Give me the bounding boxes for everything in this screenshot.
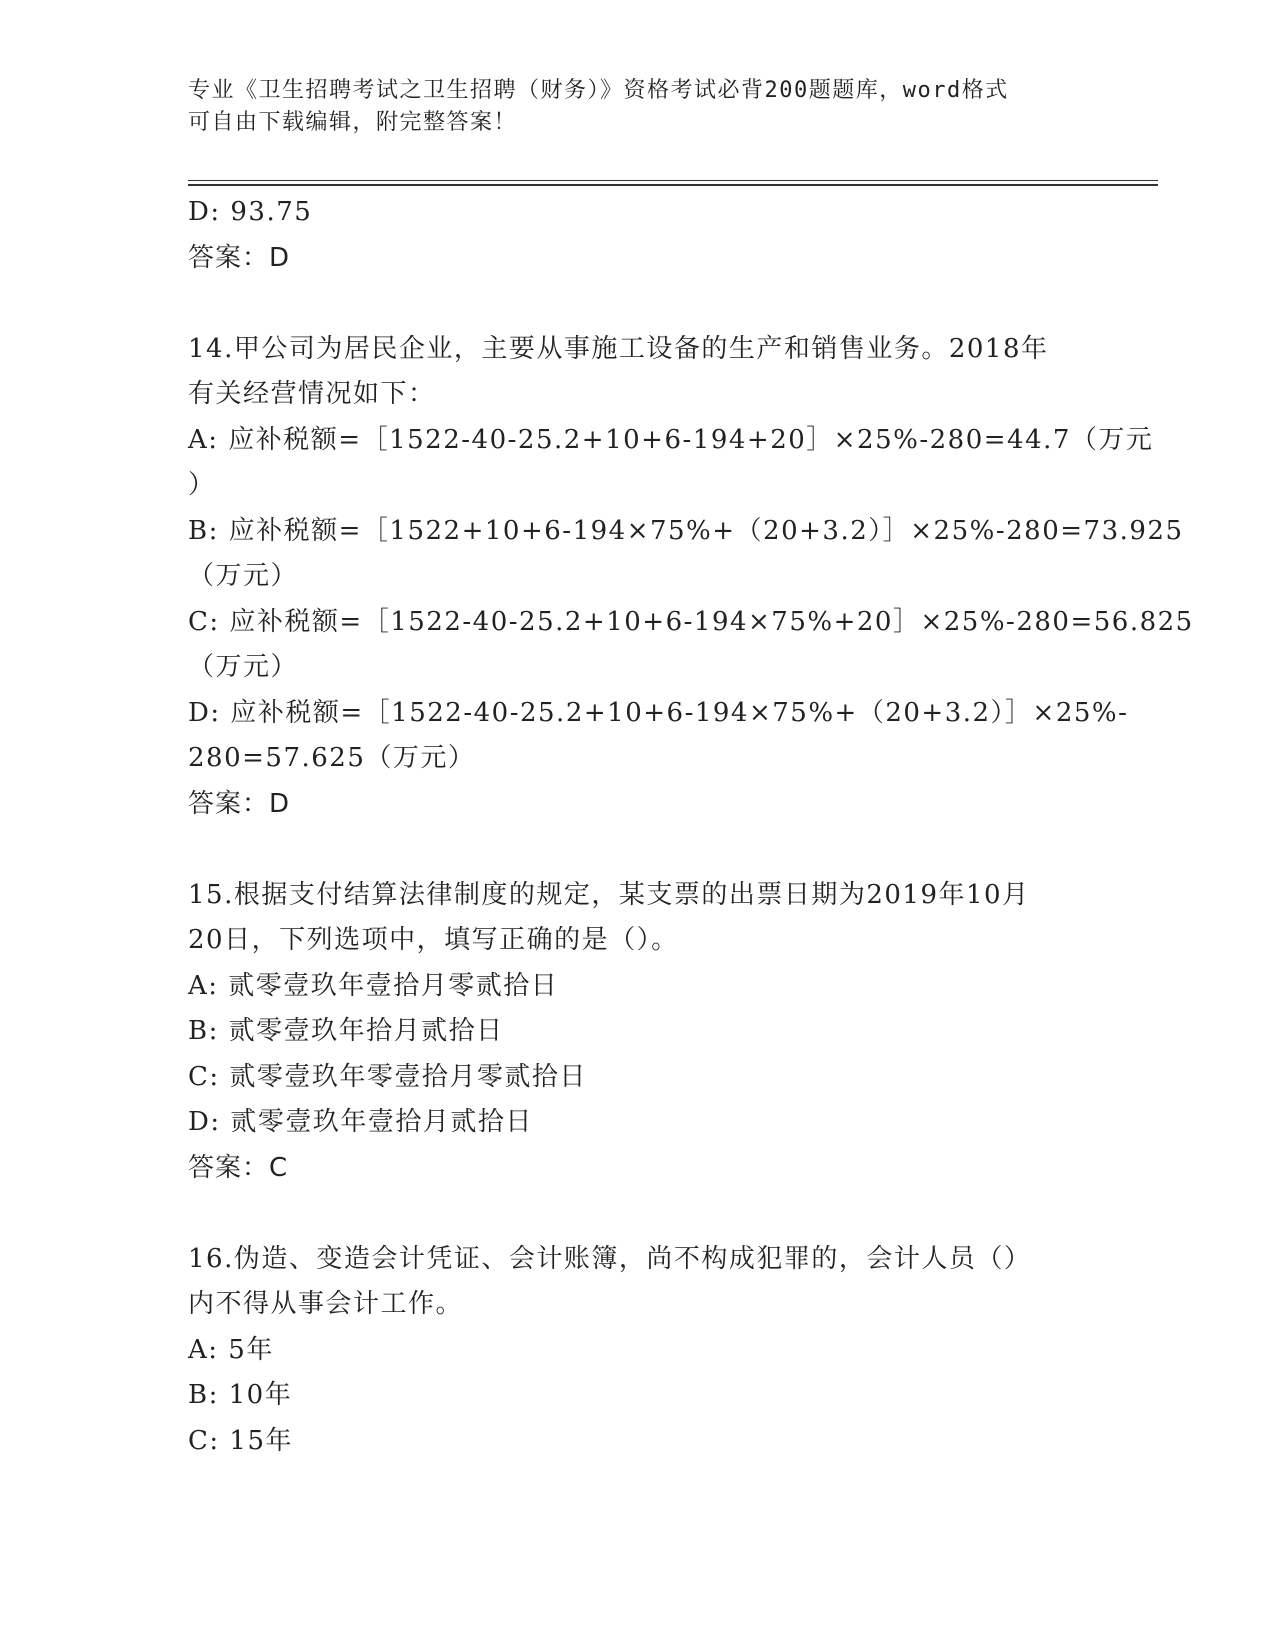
q15-stem-line2: 20日，下列选项中，填写正确的是（）。 bbox=[188, 925, 679, 955]
q15-answer: 答案：C bbox=[188, 1152, 289, 1183]
spacer bbox=[188, 1191, 1088, 1237]
q14-option-b-line2: （万元） bbox=[188, 561, 299, 591]
q14-option-c-line1: C: 应补税额=［1522-40-25.2+10+6-194×75%+20］×25%-280=56.825 bbox=[188, 606, 1194, 637]
q14-option-a-line1: A: 应补税额=［1522-40-25.2+10+6-194+20］×25%-280=44.7（万元 bbox=[188, 424, 1154, 455]
q14-option-a-line2: ） bbox=[188, 470, 216, 500]
question-16 bbox=[188, 1237, 1088, 1465]
q15-option-d: D: 贰零壹玖年壹拾月贰拾日 bbox=[188, 1107, 533, 1137]
spacer bbox=[188, 281, 1088, 327]
q16-option-a: A: 5年 bbox=[188, 1334, 274, 1365]
prev-question-option-d: D: 93.75 bbox=[188, 197, 313, 227]
prev-question-answer: 答案：D bbox=[188, 242, 291, 273]
question-15 bbox=[188, 873, 1088, 1192]
q14-answer: 答案：D bbox=[188, 788, 291, 819]
q16-option-c: C: 15年 bbox=[188, 1425, 294, 1456]
q14-stem-line1: 14.甲公司为居民企业，主要从事施工设备的生产和销售业务。2018年 bbox=[188, 333, 1049, 364]
document-body bbox=[188, 190, 1194, 1464]
q15-option-b: B: 贰零壹玖年拾月贰拾日 bbox=[188, 1016, 504, 1046]
q14-option-b-line1: B: 应补税额=［1522+10+6-194×75%+（20+3.2）］×25%-280=73.925 bbox=[188, 515, 1184, 546]
spacer bbox=[188, 827, 1088, 873]
header-divider-thick bbox=[188, 184, 1158, 186]
q16-stem-line2: 内不得从事会计工作。 bbox=[188, 1289, 464, 1319]
q15-option-a: A: 贰零壹玖年壹拾月零贰拾日 bbox=[188, 970, 559, 1001]
q16-option-b: B: 10年 bbox=[188, 1380, 293, 1410]
page-header bbox=[188, 75, 1088, 139]
q15-option-c: C: 贰零壹玖年零壹拾月零贰拾日 bbox=[188, 1061, 587, 1092]
question-14 bbox=[188, 327, 1194, 828]
q14-stem-line2: 有关经营情况如下： bbox=[188, 379, 436, 409]
header-title-line2: 可自由下载编辑，附完整答案！ bbox=[188, 110, 518, 135]
q14-option-d-line1: D: 应补税额=［1522-40-25.2+10+6-194×75%+（20+3.2）］×25%- bbox=[188, 697, 1129, 728]
header-title-line1: 专业《卫生招聘考试之卫生招聘（财务）》资格考试必背200题题库，word格式 bbox=[188, 78, 1009, 103]
header-divider-thin bbox=[188, 180, 1158, 181]
q14-option-d-line2: 280=57.625（万元） bbox=[188, 743, 476, 773]
q15-stem-line1: 15.根据支付结算法律制度的规定，某支票的出票日期为2019年10月 bbox=[188, 879, 1030, 910]
q16-stem-line1: 16.伪造、变造会计凭证、会计账簿，尚不构成犯罪的，会计人员（） bbox=[188, 1243, 1032, 1274]
q14-option-c-line2: （万元） bbox=[188, 652, 299, 682]
